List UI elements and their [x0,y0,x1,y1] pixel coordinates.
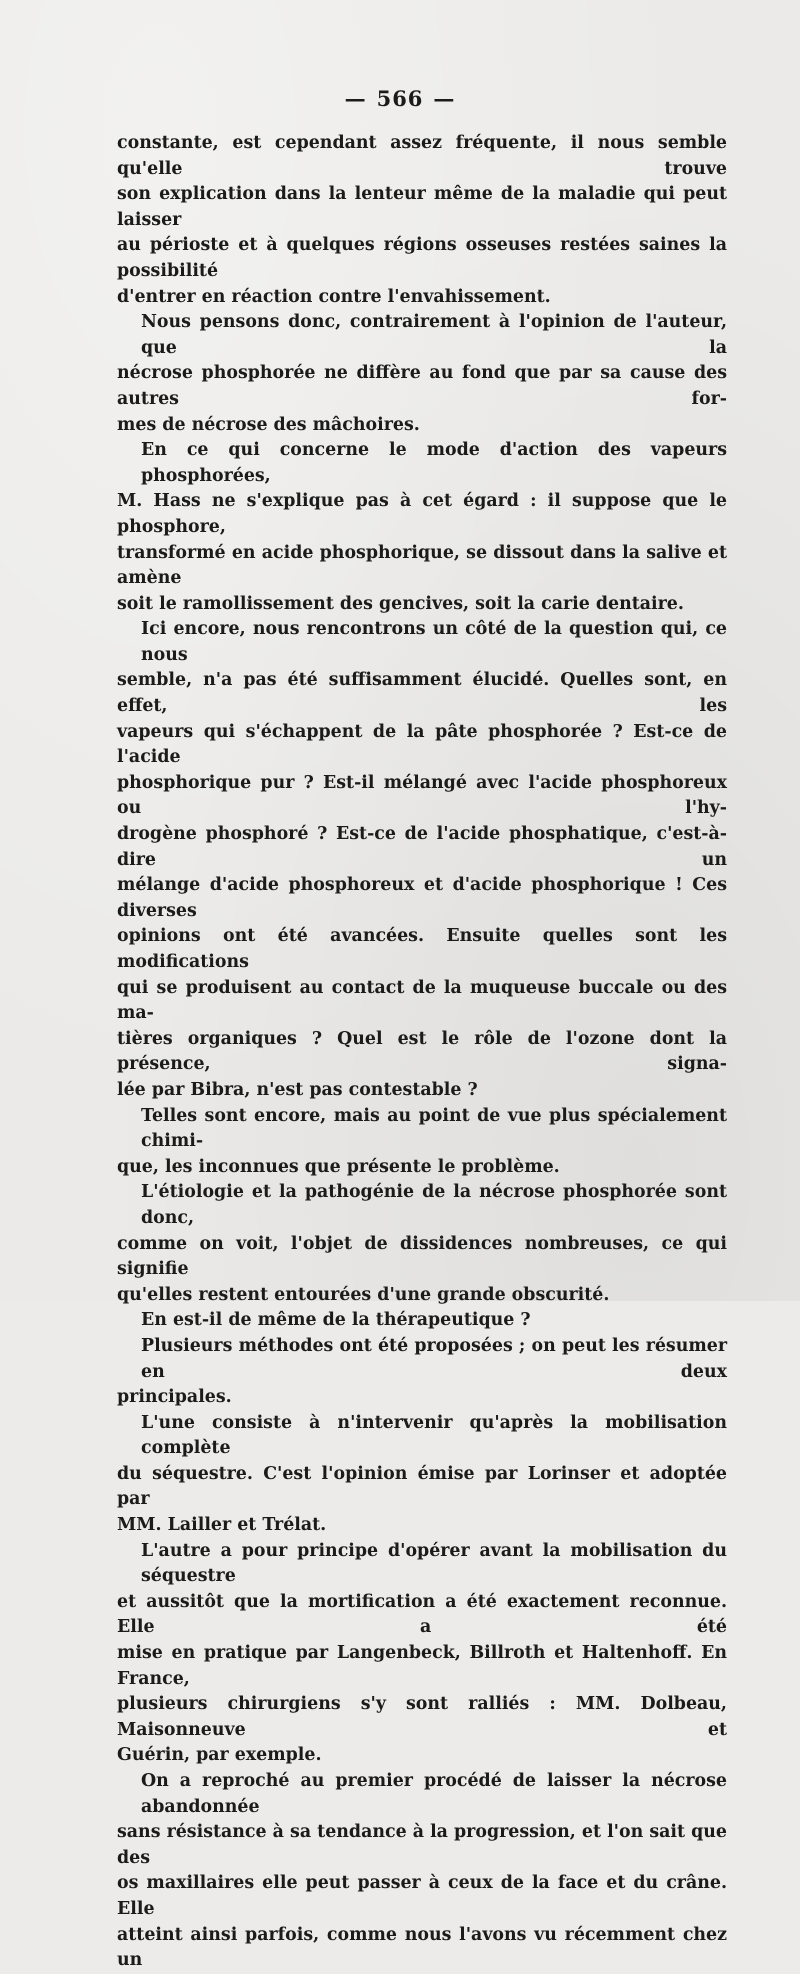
paragraph [117,1334,727,1411]
text-line: vapeurs qui s'échappent de la pâte phosphorée ? Est-ce de l'acide [117,721,727,768]
text-line: soit le ramollissement des gencives, soit la carie dentaire. [117,593,684,614]
text-line: L'autre a pour principe d'opérer avant la mobilisation du séquestre [141,1540,727,1587]
paragraph [117,1308,727,1334]
text-line: drogène phosphoré ? Est-ce de l'acide phosphatique, c'est-à-dire un [117,824,727,870]
text-line: qui se produisent au contact de la muqueuse buccale ou des ma- [117,977,727,1024]
text-line: Guérin, par exemple. [117,1745,322,1766]
text-line: lée par Bibra, n'est pas contestable ? [117,1079,478,1100]
text-line: mélange d'acide phosphoreux et d'acide phosphorique ! Ces diverses [117,875,727,921]
page-number: 566 [376,86,424,111]
text-line: et aussitôt que la mortification a été exactement reconnue. Elle a été [117,1591,727,1638]
text-line: os maxillaires elle peut passer à ceux de la face et du crâne. Elle [117,1873,727,1919]
text-line: Telles sont encore, mais au point de vue plus spécialement chimi- [141,1105,727,1152]
paragraph [117,1411,727,1539]
text-line: qu'elles restent entourées d'une grande obscurité. [117,1284,610,1305]
text-line: L'une consiste à n'intervenir qu'après la mobilisation complète [141,1412,727,1459]
text-line: opinions ont été avancées. Ensuite quelles sont les modifications [117,926,727,972]
paragraph [117,1180,727,1308]
text-line: mise en pratique par Langenbeck, Billroth et Haltenhoff. En France, [117,1643,727,1689]
text-line: plusieurs chirurgiens s'y sont ralliés : MM. Dolbeau, Maisonneuve et [117,1694,727,1740]
header-dash-left: — [344,86,367,111]
text-line: que, les inconnues que présente le problème. [117,1156,560,1177]
body-text [117,131,727,1974]
text-line: au périoste et à quelques régions osseuses restées saines la possibilité [117,235,727,281]
text-line: principales. [117,1387,232,1408]
text-line: L'étiologie et la pathogénie de la nécrose phosphorée sont donc, [141,1182,727,1228]
text-line: comme on voit, l'objet de dissidences nombreuses, ce qui signifie [117,1233,727,1280]
text-line: mes de nécrose des mâchoires. [117,414,420,435]
text-line: En est-il de même de la thérapeutique ? [141,1310,531,1331]
text-line: MM. Lailler et Trélat. [117,1515,327,1536]
text-line: Plusieurs méthodes ont été proposées ; on peut les résumer en deux [141,1335,727,1382]
paragraph [117,617,727,1103]
text-line: atteint ainsi parfois, comme nous l'avons vu récemment chez un [117,1924,727,1971]
text-line: transformé en acide phosphorique, se dissout dans la salive et amène [117,542,727,589]
text-line: En ce qui concerne le mode d'action des vapeurs phosphorées, [141,440,727,486]
text-line: On a reproché au premier procédé de laisser la nécrose abandonnée [141,1771,727,1817]
text-line: phosphorique pur ? Est-il mélangé avec l'acide phosphoreux ou l'hy- [117,772,727,819]
paragraph [117,1539,727,1769]
paragraph [117,1769,727,1974]
page-header [0,86,800,111]
paragraph [117,1104,727,1181]
text-line: semble, n'a pas été suffisamment élucidé. Quelles sont, en effet, les [117,670,727,717]
text-line: sans résistance à sa tendance à la progression, et l'on sait que des [117,1822,727,1868]
paragraph [117,131,727,310]
paragraph [117,310,727,438]
text-line: d'entrer en réaction contre l'envahissement. [117,286,551,307]
text-line: nécrose phosphorée ne diffère au fond que par sa cause des autres for- [117,363,727,409]
text-line: tières organiques ? Quel est le rôle de l'ozone dont la présence, signa- [117,1028,727,1075]
text-line: constante, est cependant assez fréquente, il nous semble qu'elle trouve [117,133,727,179]
paragraph [117,438,727,617]
text-line: M. Hass ne s'explique pas à cet égard : il suppose que le phosphore, [117,491,727,537]
text-line: Nous pensons donc, contrairement à l'opinion de l'auteur, que la [141,312,727,358]
header-dash-right: — [433,86,456,111]
text-line: son explication dans la lenteur même de la maladie qui peut laisser [117,184,727,230]
text-line: Ici encore, nous rencontrons un côté de la question qui, ce nous [141,619,727,665]
text-line: du séquestre. C'est l'opinion émise par Lorinser et adoptée par [117,1463,727,1510]
